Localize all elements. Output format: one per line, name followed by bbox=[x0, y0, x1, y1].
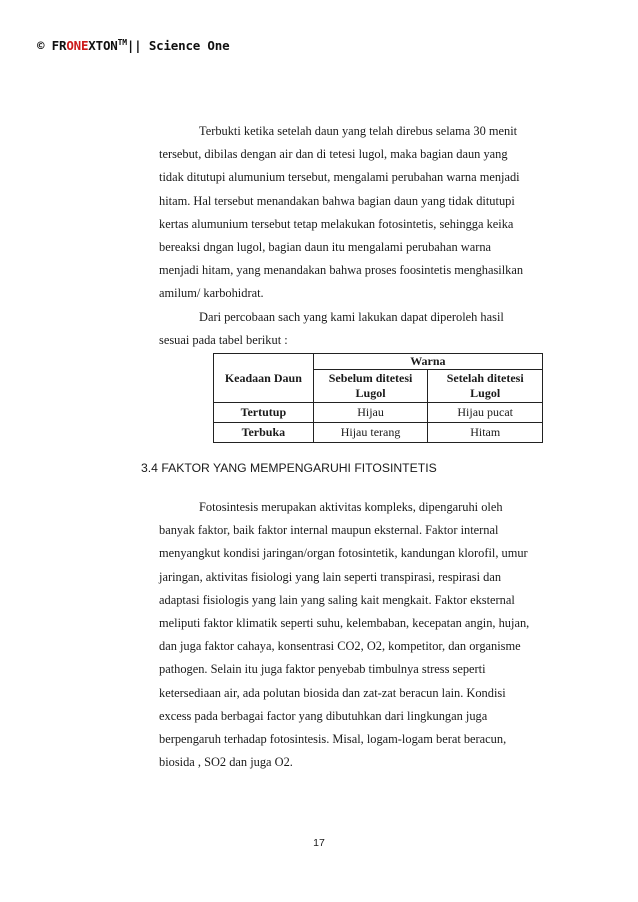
paragraph-table-intro bbox=[159, 306, 504, 352]
text-line: berpengaruh terhadap fotosintesis. Misal, logam-logam berat beracun, bbox=[159, 732, 507, 747]
header-cell-leaf-state: Keadaan Daun bbox=[214, 354, 314, 403]
table-row bbox=[214, 403, 543, 423]
text-line: dan juga faktor cahaya, konsentrasi CO2, O2, kompetitor, dan organisme bbox=[159, 639, 521, 654]
text-line: menjadi hitam, yang menandakan bahwa proses foosintetis menghasilkan bbox=[159, 263, 524, 278]
brand-part-3: XTON bbox=[88, 38, 118, 54]
text-line: Dari percobaan sach yang kami lakukan dapat diperoleh hasil bbox=[199, 310, 504, 324]
paragraph-experiment-result bbox=[159, 120, 523, 306]
text-line: jaringan, aktivitas fisiologi yang lain seperti transpirasi, respirasi dan bbox=[159, 569, 502, 584]
table-cell: Hijau pucat bbox=[428, 403, 543, 423]
table-cell: Terbuka bbox=[214, 423, 314, 443]
table-cell: Hijau terang bbox=[313, 423, 428, 443]
page-number: 17 bbox=[313, 837, 325, 849]
text-line: banyak faktor, baik faktor internal maupun eksternal. Faktor internal bbox=[159, 523, 499, 538]
brand-part-1: FR bbox=[51, 38, 67, 54]
text-line: kertas alumunium tersebut tetap melakukan fotosintetis, sehingga keika bbox=[159, 216, 514, 231]
table-cell: Tertutup bbox=[214, 403, 314, 423]
table-row bbox=[214, 423, 543, 443]
table-cell: Hijau bbox=[313, 403, 428, 423]
text-line: ketersediaan air, ada polutan biosida dan zat-zat beracun lain. Kondisi bbox=[159, 685, 506, 700]
text-line: meliputi faktor klimatik seperti suhu, kelembaban, kecepatan angin, hujan, bbox=[159, 616, 530, 631]
trademark-mark: TM bbox=[117, 38, 127, 47]
text-line: Fotosintesis merupakan aktivitas kompleks, dipengaruhi oleh bbox=[199, 500, 503, 514]
text-line: sesuai pada tabel berikut : bbox=[159, 333, 288, 348]
copyright-symbol: © bbox=[37, 38, 45, 54]
header-suffix: || Science One bbox=[126, 38, 230, 54]
section-heading: 3.4 FAKTOR YANG MEMPENGARUHI FITOSINTETIS bbox=[141, 461, 437, 475]
text-line: amilum/ karbohidrat. bbox=[159, 286, 264, 301]
text-line: biosida , SO2 dan juga O2. bbox=[159, 755, 293, 770]
brand-part-2: ONE bbox=[66, 38, 89, 54]
header-cell-after-lugol: Setelah ditetesi Lugol bbox=[428, 370, 543, 403]
results-table bbox=[213, 353, 543, 443]
table-cell: Hitam bbox=[428, 423, 543, 443]
text-line: tersebut, dibilas dengan air dan di tetesi lugol, maka bagian daun yang bbox=[159, 147, 508, 162]
document-header bbox=[37, 38, 229, 53]
header-cell-before-lugol: Sebelum ditetesi Lugol bbox=[313, 370, 428, 403]
text-line: tidak ditutupi alumunium tersebut, mengalami perubahan warna menjadi bbox=[159, 170, 520, 185]
text-line: bereaksi dngan lugol, bagian daun itu mengalami perubahan warna bbox=[159, 240, 492, 255]
text-line: menyangkut kondisi jaringan/organ fotosintetik, kandungan klorofil, umur bbox=[159, 546, 528, 561]
text-line: Terbukti ketika setelah daun yang telah direbus selama 30 menit bbox=[199, 124, 518, 138]
text-line: adaptasi fisiologis yang lain yang saling kait mengkait. Faktor eksternal bbox=[159, 592, 515, 607]
text-line: hitam. Hal tersebut menandakan bahwa bagian daun yang tidak ditutupi bbox=[159, 193, 515, 208]
text-line: excess pada berbagai factor yang dibutuhkan dari lingkungan juga bbox=[159, 708, 488, 723]
header-cell-color: Warna bbox=[313, 354, 542, 370]
paragraph-factors bbox=[159, 496, 529, 774]
text-line: pathogen. Selain itu juga faktor penyebab timbulnya stress seperti bbox=[159, 662, 486, 677]
